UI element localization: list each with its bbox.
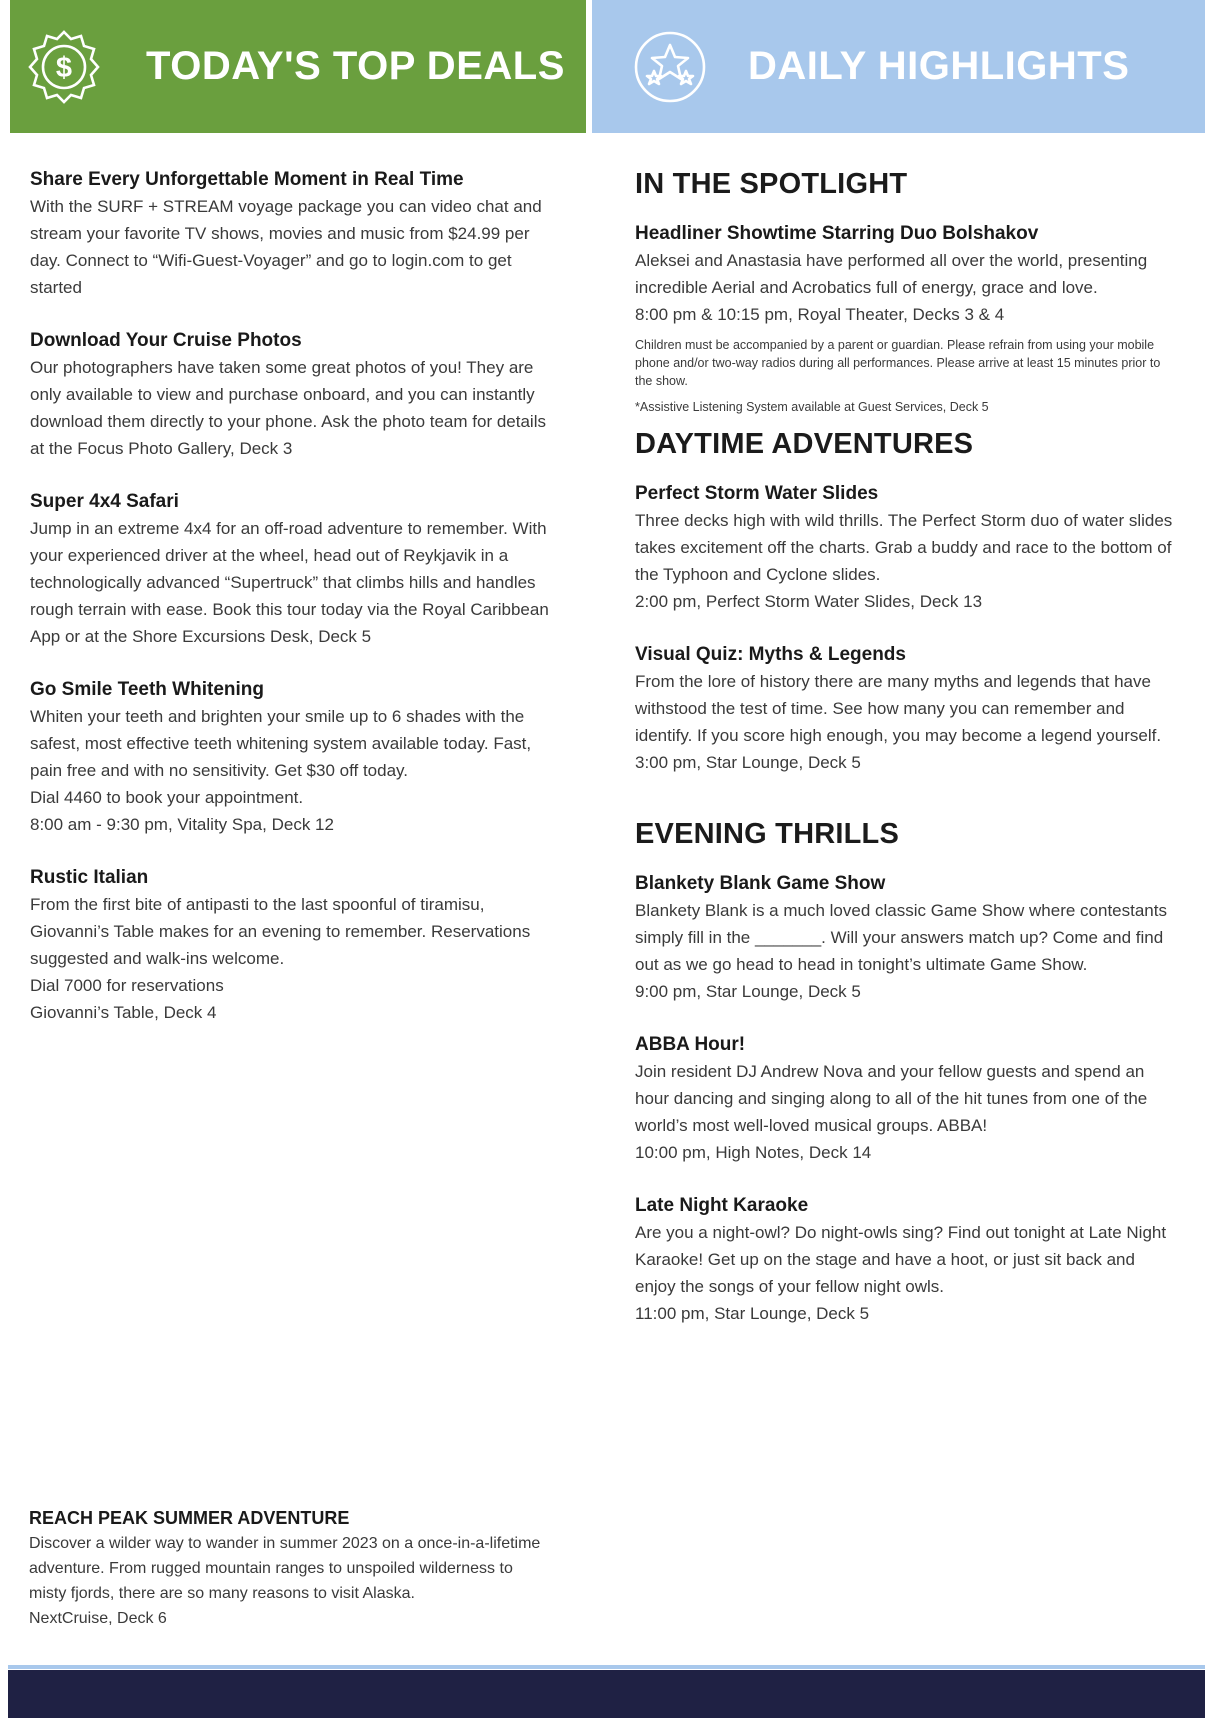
- spotlight-heading: IN THE SPOTLIGHT: [635, 168, 908, 200]
- promo-description: Discover a wilder way to wander in summer 2023 on a once-in-a-lifetime adventure. From rugged mountain ranges to unspoiled wilderness to misty fjords, there are so many reasons to visit Alaska.: [29, 1535, 541, 1602]
- event-time: 2:00 pm, Perfect Storm Water Slides, Deck 13: [635, 592, 983, 611]
- event-title: ABBA Hour!: [635, 1034, 746, 1055]
- event-title: Blankety Blank Game Show: [635, 873, 886, 894]
- event-description: Blankety Blank is a much loved classic Game Show where contestants simply fill in the _______. Will your answers match up? Come and find out as we go head to head in tonight’s ultimate Game Show.: [635, 901, 1167, 974]
- assistive-listening-note: *Assistive Listening System available at Guest Services, Deck 5: [635, 400, 989, 414]
- daytime-item: [635, 480, 1180, 615]
- event-time: 10:00 pm, High Notes, Deck 14: [635, 1143, 872, 1162]
- event-time: 9:00 pm, Star Lounge, Deck 5: [635, 982, 861, 1001]
- event-title: Late Night Karaoke: [635, 1195, 809, 1216]
- deal-item: [30, 676, 550, 838]
- stars-circle-icon: [632, 29, 708, 105]
- promo-block: [29, 1505, 549, 1631]
- spotlight-title: Headliner Showtime Starring Duo Bolshakov: [635, 223, 1039, 244]
- deal-description: From the first bite of antipasti to the last spoonful of tiramisu, Giovanni’s Table makes for an evening to remember. Reservations suggested and walk-ins welcome.: [30, 895, 531, 968]
- deal-item: [30, 166, 550, 301]
- deal-title: Super 4x4 Safari: [30, 491, 179, 512]
- event-title: Perfect Storm Water Slides: [635, 483, 879, 504]
- daytime-item: [635, 641, 1180, 776]
- evening-heading: EVENING THRILLS: [635, 818, 900, 850]
- highlights-column: [635, 166, 1180, 1353]
- daytime-heading: DAYTIME ADVENTURES: [635, 428, 974, 460]
- deal-title: Rustic Italian: [30, 867, 149, 888]
- spotlight-notes: [635, 336, 1180, 416]
- spotlight-description: Aleksei and Anastasia have performed all over the world, presenting incredible Aerial and Acrobatics full of energy, grace and love.: [635, 251, 1148, 297]
- deal-time-location: 8:00 am - 9:30 pm, Vitality Spa, Deck 12: [30, 815, 334, 834]
- deal-phone: Dial 4460 to book your appointment.: [30, 788, 304, 807]
- deal-description: Whiten your teeth and brighten your smile up to 6 shades with the safest, most effective teeth whitening system available today. Fast, pain free and with no sensitivity. Get $30 off today.: [30, 707, 532, 780]
- promo-location: NextCruise, Deck 6: [29, 1610, 167, 1627]
- event-description: Three decks high with wild thrills. The Perfect Storm duo of water slides takes excitement off the charts. Grab a buddy and race to the bottom of the Typhoon and Cyclone slides.: [635, 511, 1173, 584]
- event-description: From the lore of history there are many myths and legends that have withstood the test of time. See how many you can remember and identify. If you score high enough, you may become a legend yourself.: [635, 672, 1162, 745]
- deal-phone: Dial 7000 for reservations: [30, 976, 224, 995]
- footer-band: [8, 1670, 1205, 1718]
- dollar-badge-icon: [26, 29, 102, 105]
- deal-title: Download Your Cruise Photos: [30, 330, 302, 351]
- deal-description: Jump in an extreme 4x4 for an off-road adventure to remember. With your experienced driver at the wheel, head out of Reykjavik in a technologically advanced “Supertruck” that climbs hills and handles rough terrain with ease. Book this tour today via the Royal Caribbean App or at the Shore Excursions Desk, Deck 5: [30, 519, 549, 646]
- spotlight-time: 8:00 pm & 10:15 pm, Royal Theater, Decks 3 & 4: [635, 305, 1005, 324]
- deal-description: With the SURF + STREAM voyage package you can video chat and stream your favorite TV shows, movies and music from $24.99 per day. Connect to “Wifi-Guest-Voyager” and go to login.com to get started: [30, 197, 542, 297]
- evening-item: [635, 1192, 1180, 1327]
- spotlight-item: [635, 220, 1180, 328]
- svg-text:$: $: [55, 51, 73, 84]
- deals-column: [30, 166, 550, 1052]
- deal-item: [30, 488, 550, 650]
- evening-item: [635, 870, 1180, 1005]
- deal-title: Share Every Unforgettable Moment in Real Time: [30, 169, 464, 190]
- deals-header: [10, 0, 586, 133]
- deal-title: Go Smile Teeth Whitening: [30, 679, 264, 700]
- event-description: Are you a night-owl? Do night-owls sing? Find out tonight at Late Night Karaoke! Get up on the stage and have a hoot, or just sit back and enjoy the songs of your fellow night owls.: [635, 1223, 1167, 1296]
- event-time: 11:00 pm, Star Lounge, Deck 5: [635, 1304, 870, 1323]
- event-title: Visual Quiz: Myths & Legends: [635, 644, 906, 665]
- deal-description: Our photographers have taken some great photos of you! They are only available to view and purchase onboard, and you can instantly download them directly to your phone. Ask the photo team for details at the Focus Photo Gallery, Deck 3: [30, 358, 546, 458]
- footer-divider: [8, 1665, 1205, 1669]
- evening-item: [635, 1031, 1180, 1166]
- highlights-title: DAILY HIGHLIGHTS: [748, 44, 1130, 88]
- event-description: Join resident DJ Andrew Nova and your fellow guests and spend an hour dancing and singing along to all of the hit tunes from one of the world’s most well-loved musical groups. ABBA!: [635, 1062, 1148, 1135]
- deal-item: [30, 864, 550, 1026]
- spotlight-note: Children must be accompanied by a parent or guardian. Please refrain from using your mobile phone and/or two-way radios during all performances. Please arrive at least 15 minutes prior to the show.: [635, 338, 1161, 388]
- deal-item: [30, 327, 550, 462]
- deals-title: TODAY'S TOP DEALS: [146, 44, 565, 88]
- deal-location: Giovanni’s Table, Deck 4: [30, 1003, 217, 1022]
- highlights-header: [592, 0, 1205, 133]
- promo-title: REACH PEAK SUMMER ADVENTURE: [29, 1508, 350, 1528]
- event-time: 3:00 pm, Star Lounge, Deck 5: [635, 753, 861, 772]
